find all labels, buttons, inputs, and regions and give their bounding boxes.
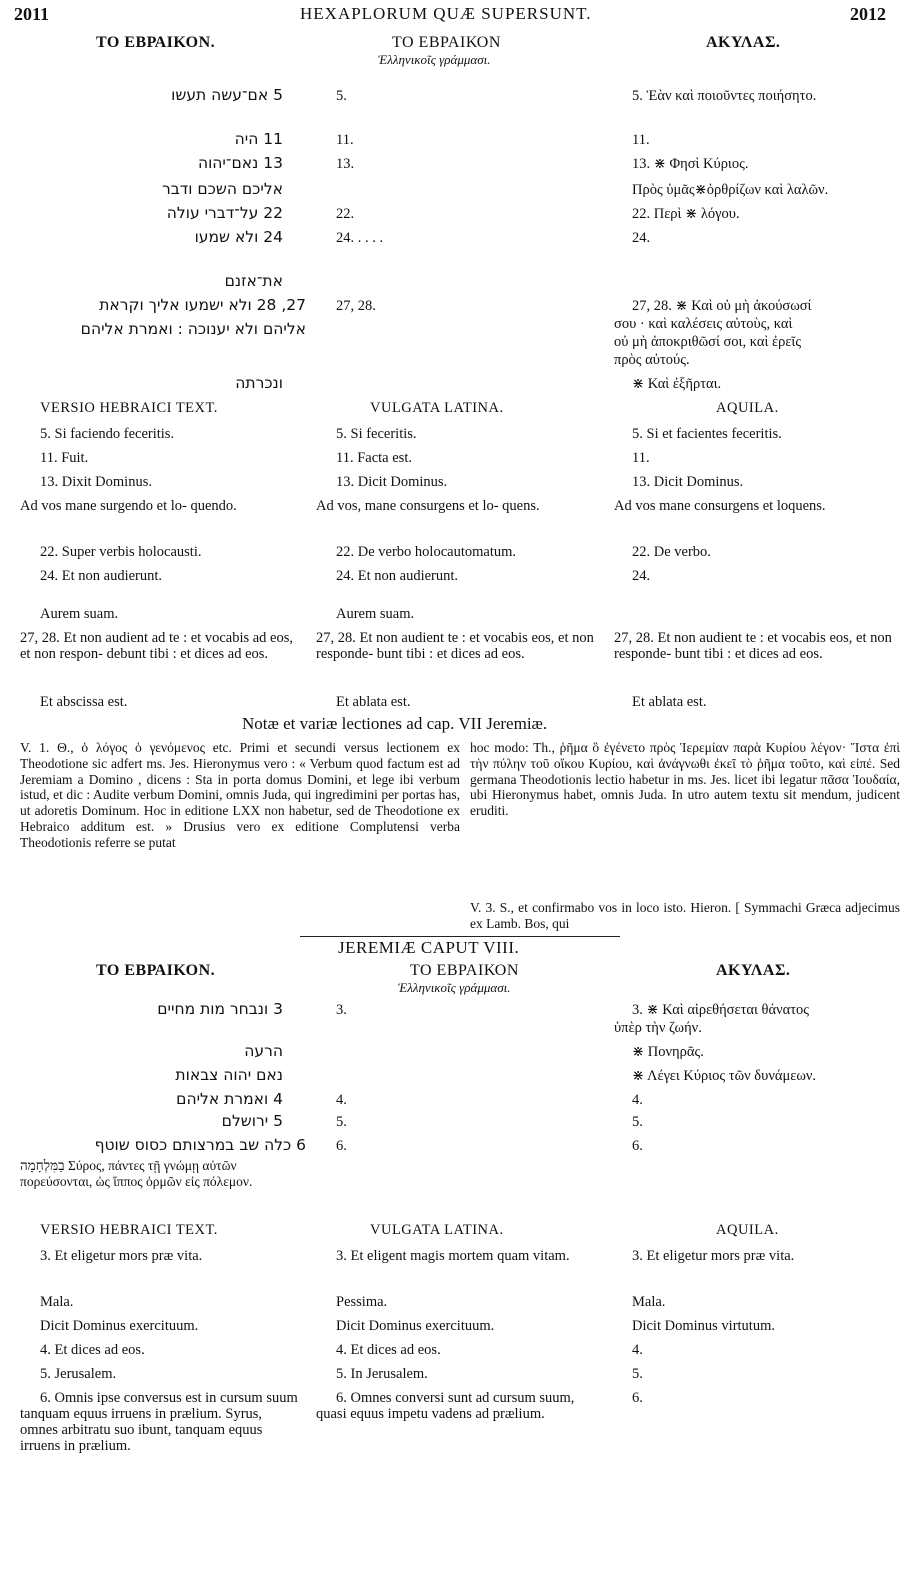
aquila-line: 24.: [632, 230, 651, 246]
notes-left-column: V. 1. Θ., ὁ λόγος ὁ γενόμενος etc. Primi et secundi versus lectionem ex Theodotione sic adfert ms. Jes. Hieronymus vero : « Verbum quod factum est ad Jeremiam a Domino , dicens : Sta in porta domus Domini, et lege ibi verbum istud, et dic : Audite verbum Domini, omnis Juda, qui ingredimini per portas has, ut adoretis Dominum. Hoc in editione LXX non habetur, sed de Theodotione ex Hebraico additum est. » Drusius vero ex editione Complutensi verba Theodotionis referre se putat: [20, 740, 460, 850]
aquila-line: 11.: [632, 132, 650, 148]
aquila-line: ⋇ Πονηρᾶς.: [632, 1044, 704, 1060]
col-head-aquila-latin: AQUILA.: [716, 1222, 779, 1238]
aquila-line: 5.: [632, 1114, 643, 1130]
notes-right-column-verse3: V. 3. S., et confirmabo vos in loco isto. Hieron. [ Symmachi Græca adjecimus ex Lamb. Bos, qui: [470, 900, 900, 931]
running-title: HEXAPLORUM QUÆ SUPERSUNT.: [300, 4, 592, 23]
aquila-line: 27, 28. ⋇ Καὶ οὐ μὴ ἀκούσωσί: [632, 298, 812, 314]
aquila-line: σου · καὶ καλέσεις αὐτοὺς, καὶ: [614, 316, 793, 332]
aquila-latin-para: Ad vos mane consurgens et loquens.: [614, 498, 826, 514]
versio-line: Aurem suam.: [40, 606, 119, 622]
aquila-line: 6.: [632, 1138, 643, 1154]
aquila-latin-line: 5.: [632, 1366, 643, 1382]
translit-line: 3.: [336, 1002, 347, 1018]
translit-line: 5.: [336, 88, 347, 104]
col-head-aquila: ΑΚΥΛΑΣ.: [706, 34, 781, 51]
page-number-right: 2012: [850, 4, 886, 24]
aquila-latin-line: 11.: [632, 450, 650, 466]
translit-line: 4.: [336, 1092, 347, 1108]
col-head-aquila: ΑΚΥΛΑΣ.: [716, 962, 791, 979]
col-head-aquila-latin: AQUILA.: [716, 400, 779, 416]
versio-line: Mala.: [40, 1294, 74, 1310]
hebrew-line: נאם יהוה צבאות: [175, 1066, 283, 1084]
vulgata-line: Aurem suam.: [336, 606, 415, 622]
vulgata-line: Et ablata est.: [336, 694, 411, 710]
hebrew-line: ונכרתה: [235, 374, 283, 392]
aquila-latin-line: 3. Et eligetur mors præ vita.: [632, 1248, 795, 1264]
aquila-line: 22. Περὶ ⋇ λόγου.: [632, 206, 740, 222]
aquila-line: 5. Ἐὰν καὶ ποιοῦντες ποιήσητο.: [632, 88, 817, 104]
aquila-line: 3. ⋇ Καὶ αἱρεθήσεται θάνατος: [632, 1002, 810, 1018]
versio-line: Et abscissa est.: [40, 694, 128, 710]
versio-para: 27, 28. Et non audient ad te : et vocabis ad eos, et non respon- debunt tibi : et dices ad eos.: [20, 630, 294, 662]
vulgata-line: 5. Si feceritis.: [336, 426, 417, 442]
versio-line: 24. Et non audierunt.: [40, 568, 163, 584]
hebrew-line: 3 ונבחר מות מחיים: [157, 1000, 283, 1018]
vulgata-para: Ad vos, mane consurgens et lo- quens.: [316, 498, 540, 514]
versio-para: 6. Omnis ipse conversus est in cursum suum tanquam equus irruens in prælium. Syrus, omnes arbitratu suo ibunt, tanquam equus irruens in prælium.: [20, 1390, 298, 1454]
hebrew-line: 5 ירושלם: [221, 1112, 283, 1130]
aquila-latin-line: 13. Dicit Dominus.: [632, 474, 744, 490]
hebrew-line: 27, 28 ולא ישמעו אליך וקראת: [99, 296, 306, 314]
translit-line: 5.: [336, 1114, 347, 1130]
translit-line: 11.: [336, 132, 354, 148]
col-subhead-greek-letters: Ἑλληνικοῖς γράμμασι.: [378, 52, 491, 67]
notes-right-column: hoc modo: Th., ῥῆμα ὃ ἐγένετο πρὸς Ἱερεμίαν παρὰ Κυρίου λέγον· Ἵστα ἐπὶ τὴν πύλην τοῦ οἴκου Κυρίου, καὶ ἀνάγνωθι ἐκεῖ τὸ ῥῆμα τοῦτο, καὶ εἰπέ. Sed germana Theodotionis lectio habetur in ms. Jes. licet ibi legatur πᾶσα Ἰουδαία, ubi Hieronymus habet, omnis Juda. In utro autem textu sit mendum, judicent eruditi.: [470, 740, 900, 819]
hebrew-line: אליהם ולא יענוכה : ואמרת אליהם: [80, 320, 306, 338]
col-subhead-greek-letters: Ἑλληνικοῖς γράμμασι.: [398, 980, 511, 995]
hebrew-line: 22 על־דברי עולה: [166, 204, 283, 222]
aquila-latin-line: 6.: [632, 1390, 643, 1406]
page-number-left: 2011: [14, 4, 50, 24]
versio-para: Ad vos mane surgendo et lo- quendo.: [20, 498, 237, 514]
versio-line: 3. Et eligetur mors præ vita.: [40, 1248, 203, 1264]
versio-line: 5. Si faciendo feceritis.: [40, 426, 175, 442]
aquila-line: 4.: [632, 1092, 643, 1108]
col-head-hebrew: ΤΟ ΕΒΡΑΙΚΟΝ.: [96, 34, 216, 51]
translit-line: 22.: [336, 206, 355, 222]
vulgata-line: 5. In Jerusalem.: [336, 1366, 428, 1382]
col-head-vulgata: VULGATA LATINA.: [370, 1222, 504, 1238]
translit-line: 24. . . . .: [336, 230, 384, 246]
divider: [300, 936, 620, 937]
versio-line: 22. Super verbis holocausti.: [40, 544, 202, 560]
notes-title: Notæ et variæ lectiones ad cap. VII Jeremiæ.: [242, 714, 548, 733]
vulgata-line: Pessima.: [336, 1294, 388, 1310]
aquila-latin-line: Dicit Dominus virtutum.: [632, 1318, 775, 1334]
col-head-versio: VERSIO HEBRAICI TEXT.: [40, 1222, 218, 1238]
vulgata-line: 13. Dicit Dominus.: [336, 474, 448, 490]
aquila-latin-line: 24.: [632, 568, 651, 584]
hebrew-line: 6 כלה שב במרצותם כסוס שוטף: [94, 1136, 306, 1154]
versio-line: 5. Jerusalem.: [40, 1366, 117, 1382]
aquila-line: ὑπὲρ τὴν ζωήν.: [614, 1020, 702, 1036]
translit-line: 6.: [336, 1138, 347, 1154]
hebrew-line: 4 ואמרת אליהם: [176, 1090, 283, 1108]
hebrew-line: 11 היה: [234, 130, 283, 148]
vulgata-line: 11. Facta est.: [336, 450, 412, 466]
versio-line: 13. Dixit Dominus.: [40, 474, 152, 490]
vulgata-line: 24. Et non audierunt.: [336, 568, 459, 584]
aquila-line: ⋇ Καὶ ἐξῆρται.: [632, 376, 722, 392]
vulgata-line: 4. Et dices ad eos.: [336, 1342, 441, 1358]
hebrew-line: 13 נאם־יהוה: [197, 154, 283, 172]
hebrew-line: 5 אם־עשה תעשו: [171, 86, 283, 104]
vulgata-line: Dicit Dominus exercituum.: [336, 1318, 495, 1334]
translit-line: 27, 28.: [336, 298, 376, 314]
vulgata-para: 3. Et eligent magis mortem quam vitam.: [336, 1248, 570, 1264]
versio-line: 11. Fuit.: [40, 450, 89, 466]
chapter-title: JEREMIÆ CAPUT VIII.: [338, 938, 520, 957]
col-head-hebrew-greek: ΤΟ ΕΒΡΑΙΚΟΝ: [392, 34, 501, 51]
aquila-line: ⋇ Λέγει Κύριος τῶν δυνάμεων.: [632, 1068, 817, 1084]
aquila-latin-line: 22. De verbo.: [632, 544, 711, 560]
col-head-versio: VERSIO HEBRAICI TEXT.: [40, 400, 218, 416]
hebrew-line: הרעה: [244, 1042, 283, 1060]
hebrew-greek-note: בַמִּלְחָמָה Σύρος, πάντες τῇ γνώμῃ αὐτῶν πορεύσονται, ὡς ἵππος ὁρμῶν εἰς πόλεμον.: [20, 1158, 253, 1189]
hebrew-line: אליכם השכם ודבר: [162, 180, 283, 198]
aquila-latin-line: Mala.: [632, 1294, 666, 1310]
aquila-latin-line: 5. Si et facientes feceritis.: [632, 426, 782, 442]
aquila-line: οὐ μὴ ἀποκριθῶσί σοι, καὶ ἐρεῖς: [614, 334, 802, 350]
hebrew-line: 24 ולא שמעו: [194, 228, 283, 246]
versio-line: Dicit Dominus exercituum.: [40, 1318, 199, 1334]
col-head-hebrew-greek: ΤΟ ΕΒΡΑΙΚΟΝ: [410, 962, 519, 979]
translit-line: 13.: [336, 156, 355, 172]
vulgata-line: 22. De verbo holocautomatum.: [336, 544, 516, 560]
vulgata-para: 27, 28. Et non audient te : et vocabis eos, et non responde- bunt tibi : et dices ad eos.: [316, 630, 594, 662]
aquila-line: 13. ⋇ Φησὶ Κύριος.: [632, 156, 749, 172]
hebrew-line: את־אזנם: [224, 272, 283, 290]
versio-line: 4. Et dices ad eos.: [40, 1342, 145, 1358]
aquila-line: πρὸς αὐτούς.: [614, 352, 690, 368]
aquila-line: Πρὸς ὑμᾶς⋇ὀρθρίζων καὶ λαλῶν.: [632, 182, 829, 198]
aquila-latin-line: 4.: [632, 1342, 643, 1358]
col-head-vulgata: VULGATA LATINA.: [370, 400, 504, 416]
aquila-latin-para: 27, 28. Et non audient te : et vocabis eos, et non responde- bunt tibi : et dices ad eos.: [614, 630, 892, 662]
vulgata-para: 6. Omnes conversi sunt ad cursum suum, quasi equus impetu vadens ad prælium.: [316, 1390, 575, 1422]
aquila-latin-line: Et ablata est.: [632, 694, 707, 710]
col-head-hebrew: ΤΟ ΕΒΡΑΙΚΟΝ.: [96, 962, 216, 979]
